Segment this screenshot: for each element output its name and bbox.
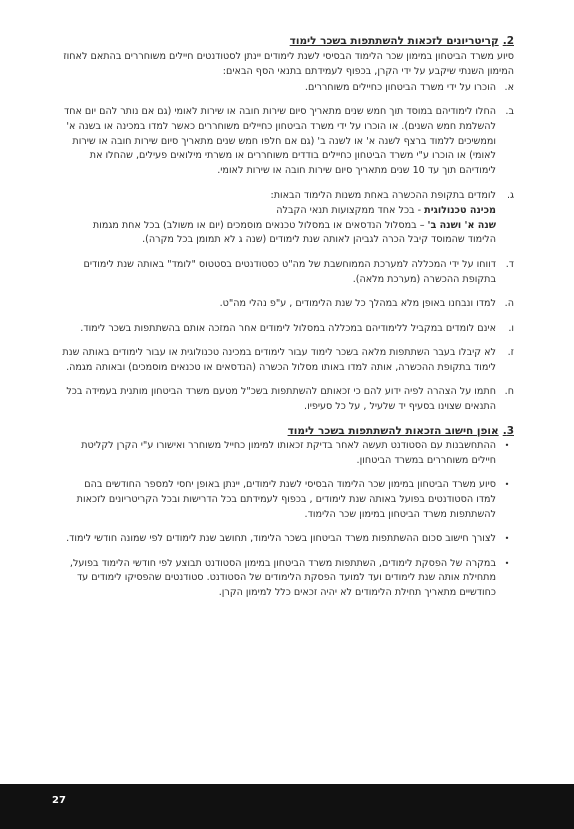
bullet-icon: •	[504, 479, 510, 489]
study-year-text: – במסלול הנדסאים או במסלול טכנאים מוסמכים (יום או משולב) בכל אחת מגמות הלימוד שהמוסד קיבל הכרה לגביהן לאותה שנת לימודים (שנה ג לא תמומן בכל מקרה).	[92, 219, 496, 246]
item-marker: ה.	[504, 298, 514, 310]
item-marker: ג.	[506, 189, 514, 201]
section-2-title: קריטריונים לזכאות להשתתפות בשכר לימוד	[289, 35, 499, 47]
study-year-text: - בכל אחד ממקצועות תנאי הקבלה	[276, 204, 425, 216]
list-item	[62, 81, 514, 96]
list-item	[62, 346, 514, 376]
item-text: סיוע משרד הביטחון במימון שכר הלימוד הבסיסי לשנת לימודים, יינתן באופן יחסי למספר החודשים בהם למדו הסטודנטים בפועל באותה שנת לימודים , בכפוף לעמידתם בכל הדרישות ובכל הקריטריונים לזכאות להשתתפות משרד הביטחון במימון שכר הלימוד.	[76, 478, 496, 520]
calculation-list	[62, 439, 514, 602]
list-item	[62, 189, 514, 249]
item-text: ההתחשבנות עם הסטודנט תעשה לאחר בדיקת זכאותו למימון כחייל משוחרר ואישורו ע"י הקרן לקליטת חיילים משוחררים במשרד הביטחון.	[81, 439, 496, 466]
item-marker: ח.	[504, 386, 514, 398]
page-footer	[0, 784, 574, 829]
criteria-list	[62, 81, 514, 415]
list-item	[62, 385, 514, 415]
item-text: הוכרו על ידי משרד הביטחון כחיילים משוחררים.	[304, 81, 496, 93]
item-text: אינם לומדים במקביל ללימודיהם במכללה במסלול לימודים אחר המזכה אותם בהשתתפות בשכר לימוד.	[80, 322, 496, 334]
bullet-icon: •	[504, 534, 510, 544]
item-marker: ו.	[508, 322, 514, 334]
section-2-heading	[62, 34, 514, 49]
bullet-icon: •	[504, 440, 510, 450]
item-text: לצורך חישוב סכום ההשתתפות משרד הביטחון בשכר הלימוד, תחושב שנת לימודים לפי שמונה חודשי לימוד.	[66, 533, 496, 545]
item-marker: ב.	[505, 105, 514, 117]
list-item	[62, 322, 514, 337]
item-text: לא קיבלו בעבר השתתפות מלאה בשכר לימוד עבור לימודים במכינה טכנולוגית או עבור לימודים באותה שנת לימוד בתקופת ההכשרה, אותה למדו באותו מסלול הכשרה (הנדסאים או טכנאים מוסמכים) ובאותה מגמה.	[62, 347, 496, 373]
list-item	[62, 532, 514, 547]
bullet-icon: •	[504, 558, 510, 568]
list-item	[62, 557, 514, 602]
list-item	[62, 478, 514, 523]
page-number: 27	[52, 795, 66, 806]
list-item	[62, 105, 514, 180]
item-marker: ד.	[505, 258, 514, 270]
item-text: לומדים בתקופת ההכשרה באחת משנות הלימוד הבאות:	[270, 189, 496, 201]
item-text: למדו ונבחנו באופן מלא במהלך כל שנת הלימודים , ע"פ נהלי מה"ט.	[219, 298, 496, 310]
item-text: דווחו על ידי המכללה למערכת הממוחשבת של מה"ט כסטודנטים בסטטוס "לומד" באותה שנת לימודים בתקופת ההכשרה (מערכת מלאה).	[83, 258, 496, 285]
document-body	[62, 34, 514, 611]
list-item	[62, 439, 514, 469]
study-year-label: שנה א' ושנה ב'	[427, 219, 496, 231]
item-marker: א.	[504, 81, 514, 93]
item-body	[62, 189, 500, 249]
section-3-heading	[62, 424, 514, 439]
section-2-intro: סיוע משרד הביטחון במימון שכר הלימוד הבסיסי לשנת לימודים יינתן לסטודנטים חיילים משוחררים בהתאם לאחוז המימון השנתי שיקבע על ידי הקרן, בכפוף לעמידתם בתנאי הסף הבאים:	[63, 51, 514, 77]
item-text: במקרה של הפסקת לימודים, השתתפות משרד הביטחון במימון הסטודנט תבוצע לפי חודשי הלימוד בפועל, מתחילת אותה שנת לימודים ועד למועד הפסקת הלימודים של הסטודנט. סטודנטים שהפסיקו לימודים עד כחודשיים מתאריך תחילת הלימודים לא יהיה זכאים כלל למימון הקרן.	[69, 557, 496, 599]
section-3-number: 3.	[502, 424, 514, 437]
list-item	[62, 258, 514, 288]
item-marker: ז.	[507, 347, 514, 358]
item-text: חתמו על הצהרה לפיה ידוע להם כי זכאותם להשתתפות בשכ"ל מטעם משרד הביטחון מותנית בעמידה בכל התנאים שצוינו בסעיף יד שלעיל , על כל סעיפיו.	[66, 386, 496, 413]
study-year-label: מכינה טכנולוגית	[424, 204, 496, 216]
item-text: החלו לימודיהם במוסד תוך חמש שנים מתאריך סיום שירות חובה או שירות לאומי (גם אם נותר להם יום אחד להשלמת חמש השנים). או הוכרו על ידי משרד הביטחון כחיילים משוחררים כאשר למדו במכינה או בשנה א' וממשיכים ללמוד ברצף לשנה א' או לשנה ב' (גם אם חלפו חמש שנים מתאריך סיום שירות חובה או שירות לאומי) או הוכרו ע"י משרד הביטחון כחיילים בודדים משוחררים או משרתי מילואים פעילים, שהחלו את לימודיהם תוך עד 10 שנים מתאריך סיום שירות חובה או שירות לאומי.	[63, 105, 496, 177]
section-3-title: אופן חישוב הזכאות להשתתפות בשכר לימוד	[287, 424, 499, 437]
list-item	[62, 297, 514, 312]
section-2-number: 2.	[502, 35, 514, 47]
